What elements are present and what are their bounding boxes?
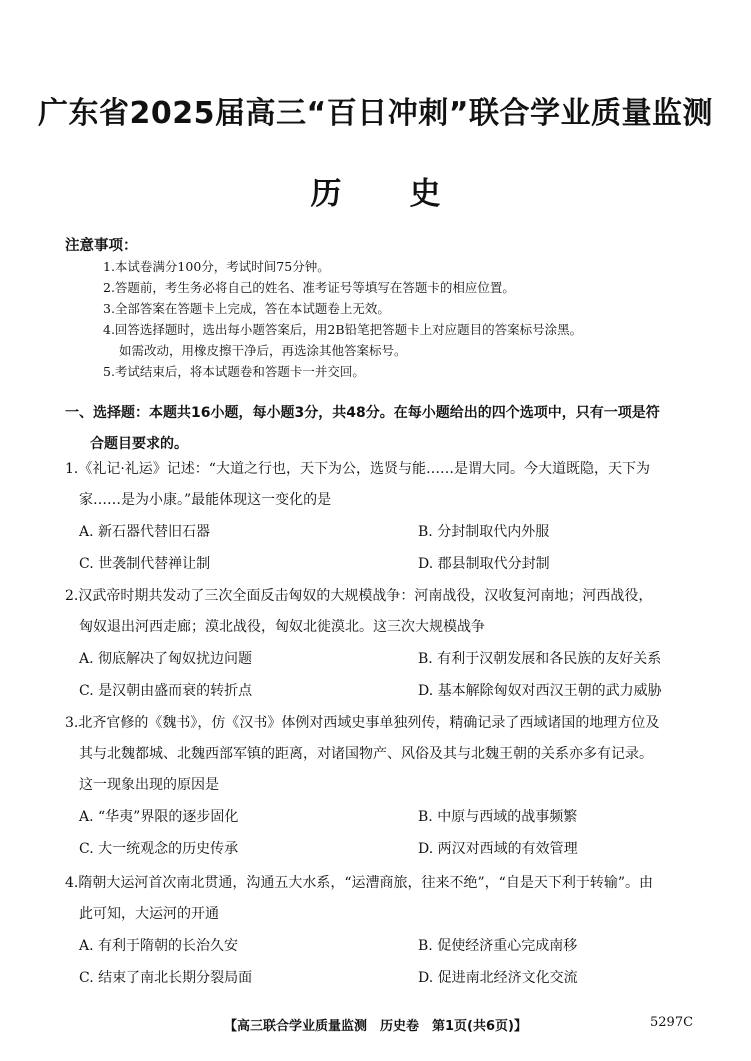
question-1 [65,454,705,580]
section-heading-line: 合题目要求的。 [90,436,188,452]
option-b: B. 促使经济重心完成南移 [418,938,578,954]
option-row [65,643,705,675]
notice-item: 如需改动，用橡皮擦干净后，再选涂其他答案标号。 [119,343,407,358]
option-a: A. 新石器代替旧石器 [79,524,211,540]
question-stem: 家……是为小康。”最能体现这一变化的是 [79,492,332,508]
question-4 [65,868,705,994]
option-c: C. 世袭制代替禅让制 [79,556,211,572]
option-d: D. 促进南北经济文化交流 [418,970,578,986]
option-b: B. 中原与西域的战事频繁 [418,809,578,825]
paper-code: 5297C [650,1015,694,1030]
notice-list [103,256,723,382]
option-d: D. 两汉对西域的有效管理 [418,841,578,857]
subject-char: 史 [409,176,441,212]
question-2 [65,581,705,707]
notice-item: 3.全部答案在答题卡上完成，答在本试题卷上无效。 [103,301,390,316]
notice-item: 1.本试卷满分100分，考试时间75分钟。 [103,259,330,274]
option-b: B. 有利于汉朝发展和各民族的友好关系 [418,651,662,667]
option-a: A. 有利于隋朝的长治久安 [79,938,239,954]
option-row [65,675,705,707]
question-stem: 3.北齐官修的《魏书》，仿《汉书》体例对西域史事单独列传，精确记录了西域诸国的地理方位及 [65,715,660,731]
question-stem: 这一现象出现的原因是 [79,777,219,793]
subject-title [0,168,751,213]
section-heading [65,398,705,460]
notice-heading: 注意事项： [65,238,138,254]
option-d: D. 基本解除匈奴对西汉王朝的武力威胁 [418,683,662,699]
section-heading-line: 一、选择题：本题共16小题，每小题3分，共48分。在每小题给出的四个选项中，只有一项是符 [65,405,660,421]
option-c: C. 是汉朝由盛而衰的转折点 [79,683,253,699]
option-b: B. 分封制取代内外服 [418,524,550,540]
notice-item: 2.答题前，考生务必将自己的姓名、准考证号等填写在答题卡的相应位置。 [103,280,515,295]
subject-char: 历 [310,176,342,212]
question-3 [65,708,705,865]
exam-title: 广东省2025届高三“百日冲刺”联合学业质量监测 [38,96,713,131]
question-stem: 2.汉武帝时期共发动了三次全面反击匈奴的大规模战争：河南战役，汉收复河南地；河西战役， [65,588,653,604]
option-row [65,801,705,833]
notice-item: 4.回答选择题时，选出每小题答案后，用2B铅笔把答题卡上对应题目的答案标号涂黑。 [103,322,583,337]
notice-item: 5.考试结束后，将本试题卷和答题卡一并交回。 [103,364,365,379]
question-stem: 1.《礼记·礼运》记述：“大道之行也，天下为公，选贤与能……是谓大同。今大道既隐，天下为 [65,461,650,477]
option-row [65,930,705,962]
page-footer: 【高三联合学业质量监测 历史卷 第1页(共6页)】 [224,1019,527,1034]
option-d: D. 郡县制取代分封制 [418,556,550,572]
question-stem: 其与北魏都城、北魏西部军镇的距离，对诸国物产、风俗及其与北魏王朝的关系亦多有记录。 [79,746,653,762]
option-row [65,516,705,548]
option-row [65,548,705,580]
option-c: C. 大一统观念的历史传承 [79,841,239,857]
option-row [65,962,705,994]
question-stem: 4.隋朝大运河首次南北贯通，沟通五大水系，“运漕商旅，往来不绝”，“自是天下利于转输”。由 [65,875,653,891]
question-stem: 此可知，大运河的开通 [79,906,219,922]
option-row [65,833,705,865]
option-a: A. 彻底解决了匈奴扰边问题 [79,651,253,667]
question-stem: 匈奴退出河西走廊；漠北战役，匈奴北徙漠北。这三次大规模战争 [79,619,485,635]
option-c: C. 结束了南北长期分裂局面 [79,970,253,986]
option-a: A. “华夷”界限的逐步固化 [79,809,239,825]
